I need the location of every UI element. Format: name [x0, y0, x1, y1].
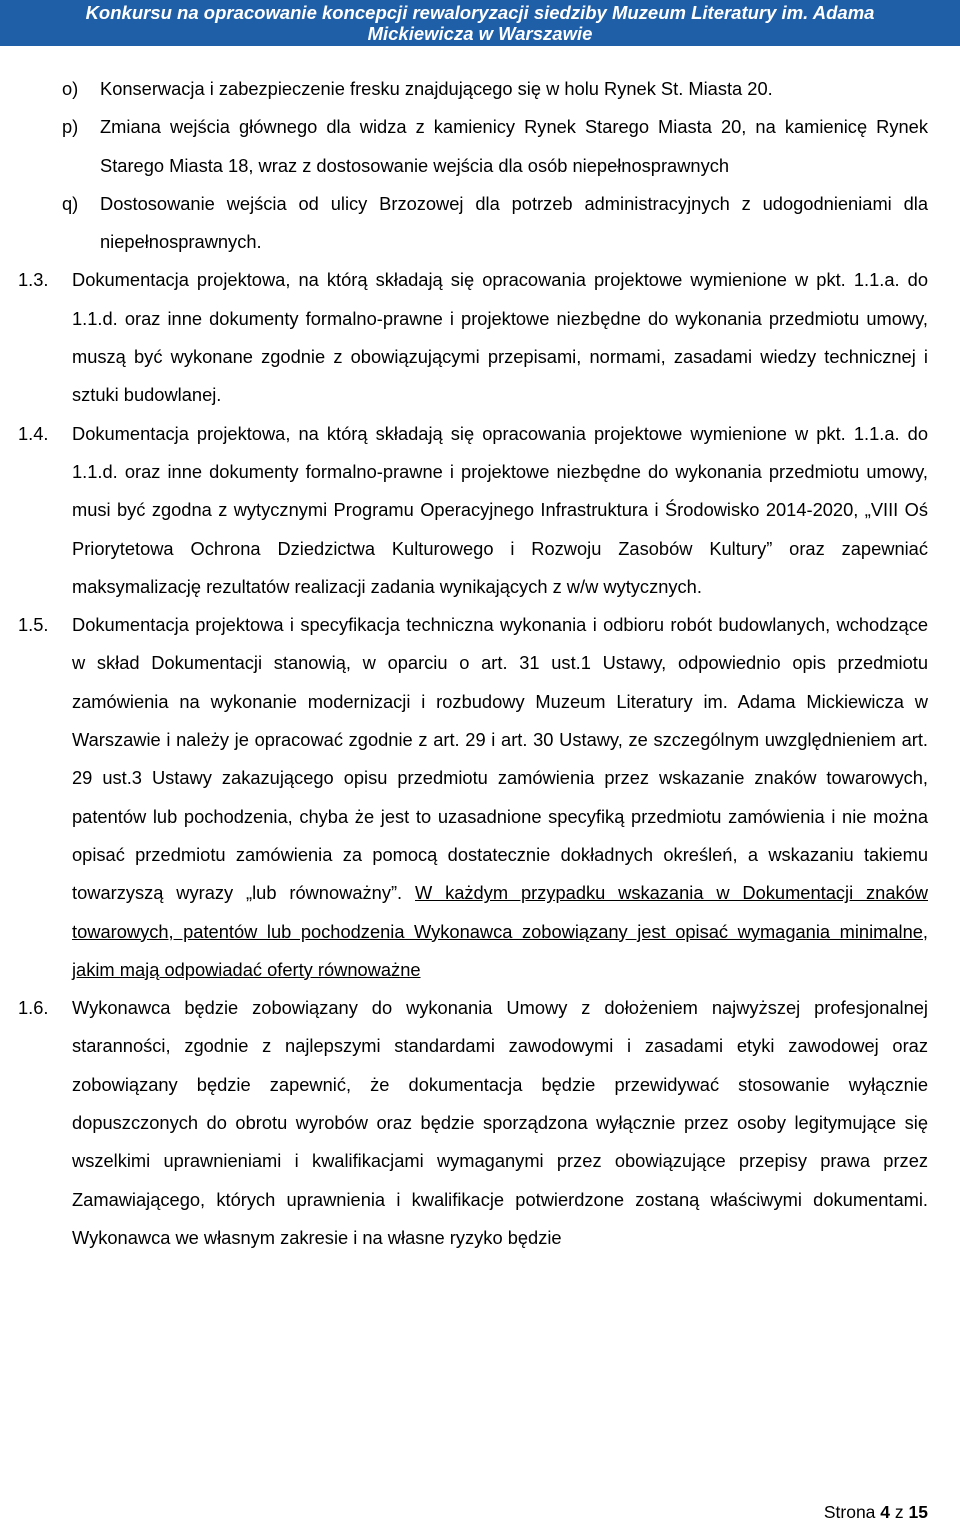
document-header — [0, 0, 960, 46]
page-total: 15 — [908, 1502, 928, 1522]
section-number: 1.5. — [18, 614, 49, 636]
list-item-text: Konserwacja i zabezpieczenie fresku znajdującego się w holu Rynek St. Miasta 20. — [100, 78, 773, 99]
page-word: Strona — [823, 1502, 876, 1522]
section-1-6 — [0, 989, 960, 1257]
section-1-3 — [0, 261, 960, 414]
document-body — [0, 70, 960, 1257]
list-item-text: Dostosowanie wejścia od ulicy Brzozowej dla potrzeb administracyjnych z udogodnieniami dla niepełnosprawnych. — [100, 192, 928, 253]
list-item-text: Zmiana wejścia głównego dla widza z kamienicy Rynek Starego Miasta 20, na kamienicę Rynek Starego Miasta 18, wraz z dostosowanie wejścia dla osób niepełnosprawnych — [100, 116, 928, 176]
page-current: 4 — [880, 1502, 891, 1522]
section-text: Dokumentacja projektowa, na którą składają się opracowania projektowe wymienione w pkt. 1.1.a. do 1.1.d. oraz inne dokumenty formalno-prawne i projektowe niezbędne do wykonania przedmiotu umowy, muszą być wykonane zgodnie z obowiązującymi przepisami, normami, zasadami wiedzy technicznej i sztuki budowlanej. — [72, 269, 928, 406]
section-number: 1.4. — [18, 422, 49, 444]
page-of: z — [894, 1502, 904, 1522]
list-item-label: q) — [62, 192, 79, 214]
header-title-line-2: Mickiewicza w Warszawie — [367, 23, 593, 44]
section-underlined-text: W każdym przypadku wskazania w Dokumentacji znaków towarowych, patentów lub pochodzenia Wykonawca zobowiązany jest opisać wymagania minimalne, jakim mają odpowiadać oferty równoważne — [72, 882, 928, 980]
header-title-line-1: Konkursu na opracowanie koncepcji rewaloryzacji siedziby Muzeum Literatury im. Adama — [85, 2, 875, 23]
list-item-p — [0, 108, 960, 185]
section-1-4 — [0, 415, 960, 606]
section-text: Dokumentacja projektowa, na którą składają się opracowania projektowe wymienione w pkt. 1.1.a. do 1.1.d. oraz inne dokumenty formalno-prawne i projektowe niezbędne do wykonania przedmiotu umowy, musi być zgodna z wytycznymi Programu Operacyjnego Infrastruktura i Środowisko 2014-2020, „VIII Oś Priorytetowa Ochrona Dziedzictwa Kulturowego i Rozwoju Zasobów Kultury” oraz zapewniać maksymalizację rezultatów realizacji zadania wynikających z w/w wytycznych. — [72, 422, 928, 597]
list-item-q — [0, 185, 960, 262]
list-item-label: p) — [62, 116, 79, 138]
section-1-5 — [0, 606, 960, 989]
page-number — [824, 1502, 928, 1522]
section-text: Wykonawca będzie zobowiązany do wykonania Umowy z dołożeniem najwyższej profesjonalnej staranności, zgodnie z najlepszymi standardami zawodowymi i zasadami etyki zawodowej oraz zobowiązany będzie zapewnić, że dokumentacja będzie przewidywać stosowanie wyłącznie dopuszczonych do obrotu wyrobów oraz będzie sporządzona wyłącznie przez osoby legitymujące się wszelkimi uprawnieniami i kwalifikacjami wymaganymi przez obowiązujące przepisy prawa przez Zamawiającego, których uprawnienia i kwalifikacje potwierdzone zostaną właściwymi dokumentami. Wykonawca we własnym zakresie i na własne ryzyko będzie — [72, 997, 928, 1248]
section-text: Dokumentacja projektowa i specyfikacja techniczna wykonania i odbioru robót budowlanych, wchodzące w skład Dokumentacji stanowią, w oparciu o art. 31 ust.1 Ustawy, odpowiednio opis przedmiotu zamówienia na wykonanie modernizacji i rozbudowy Muzeum Literatury im. Adama Mickiewicza w Warszawie i należy je opracować zgodnie z art. 29 i art. 30 Ustawy, ze szczególnym uwzględnieniem art. 29 ust.3 Ustawy zakazującego opisu przedmiotu zamówienia przez wskazanie znaków towarowych, patentów lub pochodzenia, chyba że jest to uzasadnione specyfiką przedmiotu zamówienia i nie można opisać przedmiotu zamówienia za pomocą dostatecznie dokładnych określeń, a wskazaniu takiemu towarzyszą wyrazy „lub równoważny”. — [72, 614, 928, 904]
list-item-o — [0, 70, 960, 108]
section-number: 1.3. — [18, 269, 49, 291]
section-number: 1.6. — [18, 997, 49, 1019]
list-item-label: o) — [62, 78, 79, 99]
